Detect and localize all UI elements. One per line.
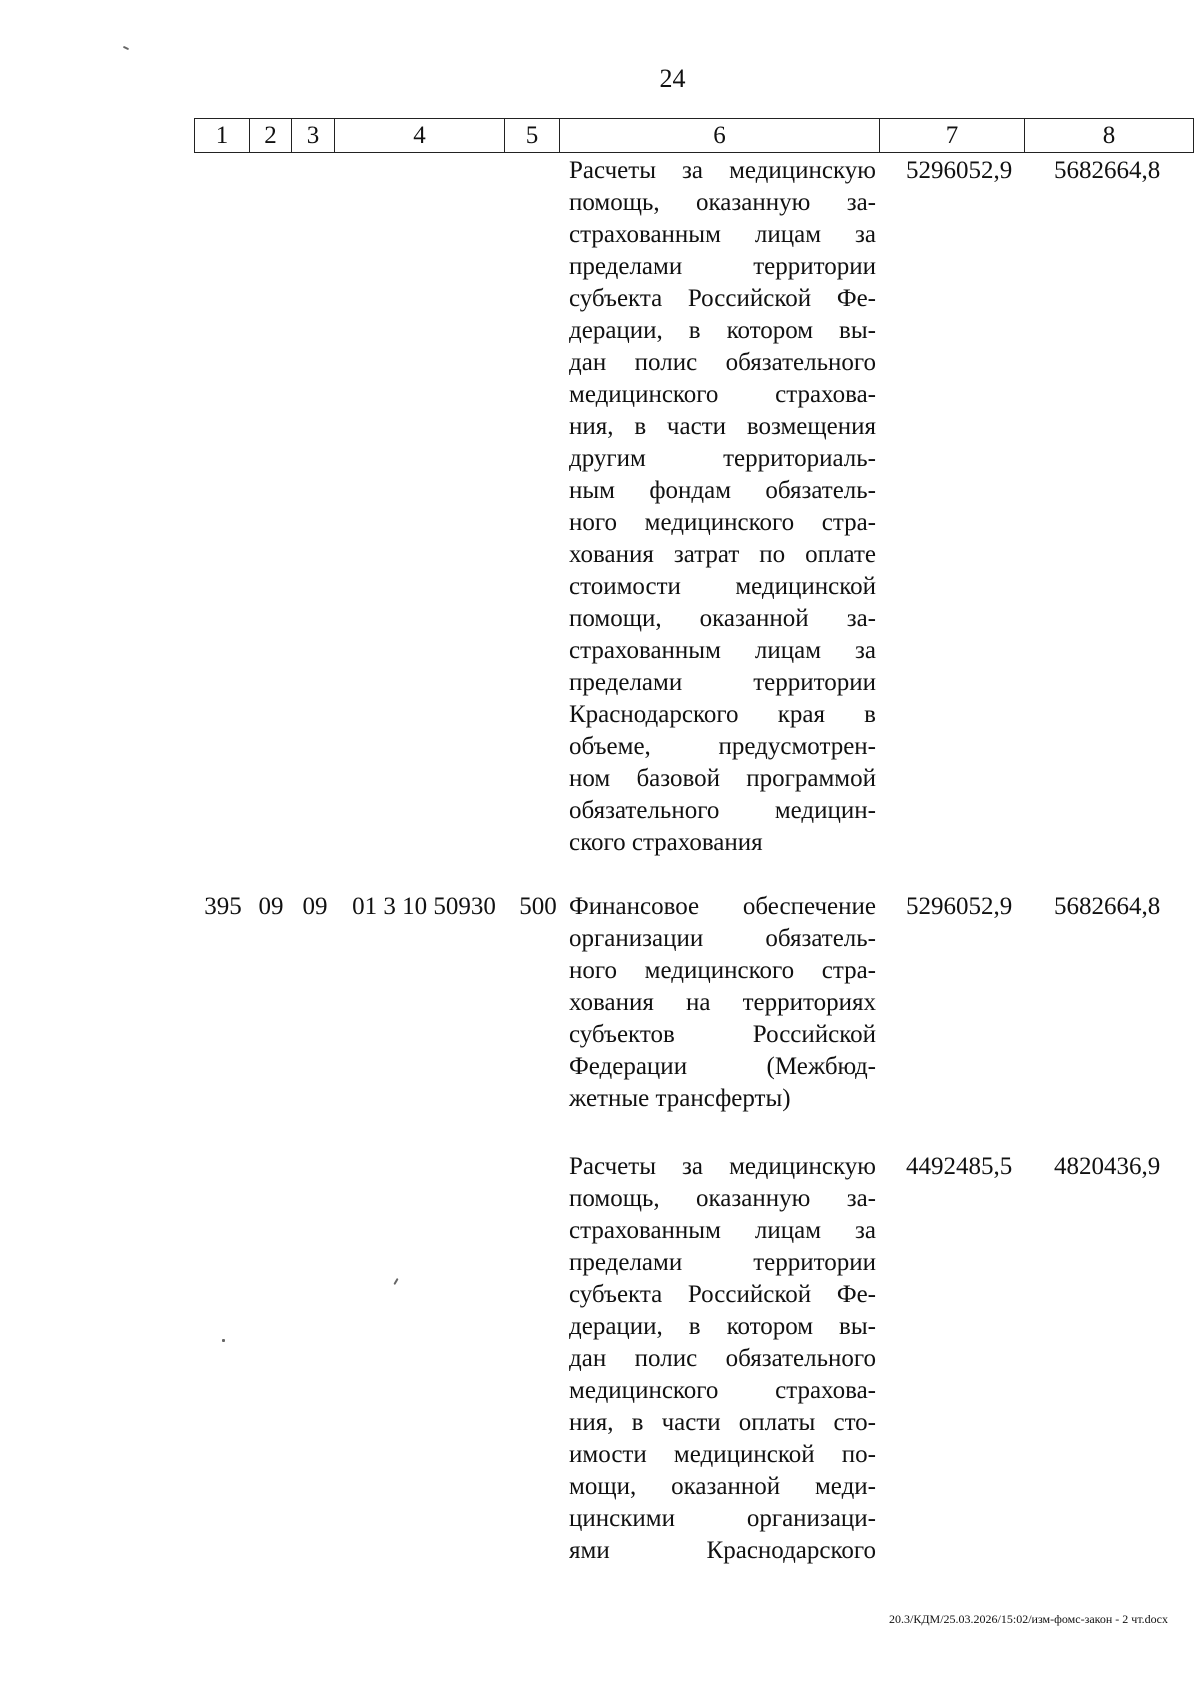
description-line: хования на территориях	[569, 989, 876, 1016]
header-cell-5: 5	[504, 119, 559, 152]
description-line: стоимости медицинской	[569, 573, 876, 600]
description-line: жетные трансферты)	[569, 1085, 791, 1112]
row-value-col8: 5682664,8	[1054, 157, 1161, 184]
row-value-col8: 5682664,8	[1054, 893, 1161, 920]
description-line: другим территориаль-	[569, 445, 876, 472]
description-line: ния, в части оплаты сто-	[569, 1409, 876, 1436]
description-line: Финансовое обеспечение	[569, 893, 876, 920]
header-cell-1: 1	[194, 119, 249, 152]
description-line: Расчеты за медицинскую	[569, 1153, 876, 1180]
header-cell-3: 3	[291, 119, 334, 152]
code-col2: 09	[258, 893, 284, 920]
header-cell-4: 4	[334, 119, 504, 152]
description-line: дерации, в котором вы-	[569, 317, 876, 344]
description-line: помощь, оказанную за-	[569, 1185, 876, 1212]
description-line: ном базовой программой	[569, 765, 876, 792]
header-cell-2: 2	[249, 119, 291, 152]
description-line: страхованным лицам за	[569, 221, 876, 248]
description-line: пределами территории	[569, 253, 876, 280]
row-description	[569, 1152, 876, 1568]
code-col4: 01 3 10 50930	[352, 893, 496, 920]
description-line: субъекта Российской Фе-	[569, 1281, 876, 1308]
scan-speck	[393, 1278, 398, 1285]
document-footer: 20.3/КДМ/25.03.2026/15:02/изм-фомс-закон - 2 чт.docx	[889, 1612, 1168, 1626]
header-cell-6: 6	[559, 119, 879, 152]
scan-speck	[123, 46, 129, 50]
header-cell-8: 8	[1024, 119, 1194, 152]
description-line: пределами территории	[569, 669, 876, 696]
header-cell-7: 7	[879, 119, 1024, 152]
code-col5: 500	[519, 893, 557, 920]
scan-speck	[222, 1339, 225, 1342]
description-line: ния, в части возмещения	[569, 413, 876, 440]
description-line: субъектов Российской	[569, 1021, 876, 1048]
description-line: дерации, в котором вы-	[569, 1313, 876, 1340]
description-line: дан полис обязательного	[569, 349, 876, 376]
table-header-row	[194, 118, 1194, 153]
description-line: ным фондам обязатель-	[569, 477, 876, 504]
row-value-col7: 5296052,9	[906, 157, 1013, 184]
description-line: мощи, оказанной меди-	[569, 1473, 876, 1500]
description-line: Краснодарского края в	[569, 701, 876, 728]
description-line: дан полис обязательного	[569, 1345, 876, 1372]
row-value-col8: 4820436,9	[1054, 1153, 1161, 1180]
description-line: цинскими организаци-	[569, 1505, 876, 1532]
description-line: медицинского страхова-	[569, 1377, 876, 1404]
code-col3: 09	[302, 893, 328, 920]
page-number: 24	[659, 64, 686, 93]
description-line: медицинского страхова-	[569, 381, 876, 408]
row-value-col7: 4492485,5	[906, 1153, 1013, 1180]
row-value-col7: 5296052,9	[906, 893, 1013, 920]
description-line: помощь, оказанную за-	[569, 189, 876, 216]
description-line: ного медицинского стра-	[569, 957, 876, 984]
description-line: хования затрат по оплате	[569, 541, 876, 568]
description-line: обязательного медицин-	[569, 797, 876, 824]
description-line: субъекта Российской Фе-	[569, 285, 876, 312]
description-line: имости медицинской по-	[569, 1441, 876, 1468]
description-line: страхованным лицам за	[569, 1217, 876, 1244]
row-description	[569, 156, 876, 860]
row-description	[569, 892, 876, 1116]
description-line: ями Краснодарского	[569, 1537, 876, 1564]
description-line: пределами территории	[569, 1249, 876, 1276]
description-line: Федерации (Межбюд-	[569, 1053, 876, 1080]
code-col1: 395	[204, 893, 242, 920]
description-line: помощи, оказанной за-	[569, 605, 876, 632]
description-line: Расчеты за медицинскую	[569, 157, 876, 184]
description-line: объеме, предусмотрен-	[569, 733, 876, 760]
description-line: страхованным лицам за	[569, 637, 876, 664]
description-line: организации обязатель-	[569, 925, 876, 952]
description-line: ного медицинского стра-	[569, 509, 876, 536]
description-line: ского страхования	[569, 829, 763, 856]
